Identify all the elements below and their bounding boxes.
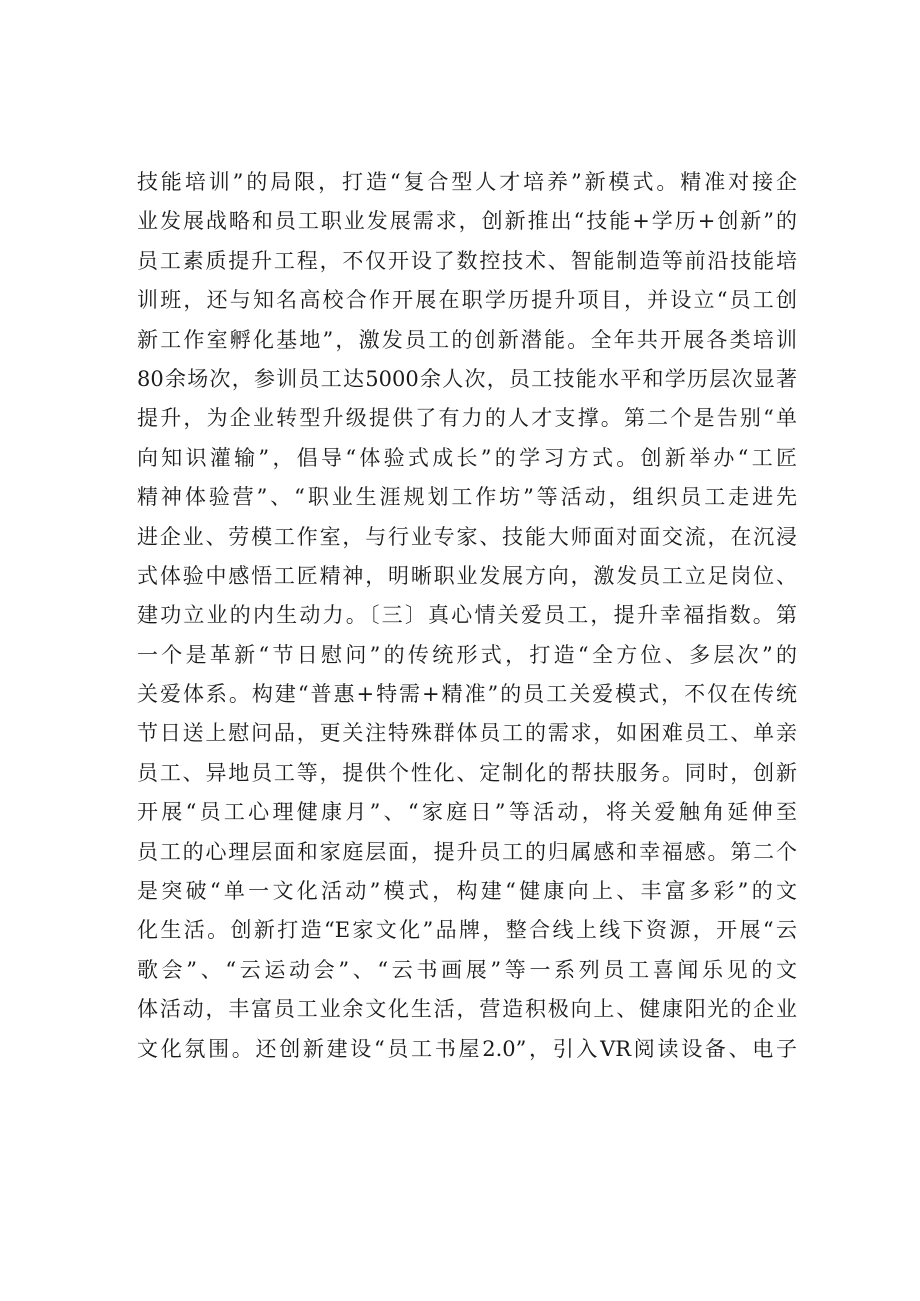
text-line-2: 业发展战略和员工职业发展需求，创新推出“技能+学历+创新”的 xyxy=(137,209,797,234)
text-line-23: 文化氛围。还创新建设“员工书屋2.0”，引入VR阅读设备、电子 xyxy=(137,1036,797,1061)
text-line-5: 新工作室孵化基地”，激发员工的创新潜能。全年共开展各类培训 xyxy=(137,327,797,352)
text-line-18: 员工的心理层面和家庭层面，提升员工的归属感和幸福感。第二个 xyxy=(137,839,797,864)
text-line-8: 向知识灌输”，倡导“体验式成长”的学习方式。创新举办“工匠 xyxy=(137,445,797,470)
text-line-3: 员工素质提升工程，不仅开设了数控技术、智能制造等前沿技能培 xyxy=(137,248,797,273)
text-line-19: 是突破“单一文化活动”模式，构建“健康向上、丰富多彩”的文 xyxy=(137,879,797,904)
text-line-14: 关爱体系。构建“普惠+特需+精准”的员工关爱模式，不仅在传统 xyxy=(137,682,797,707)
text-line-13: 一个是革新“节日慰问”的传统形式，打造“全方位、多层次”的 xyxy=(137,642,797,667)
text-line-9: 精神体验营”、“职业生涯规划工作坊”等活动，组织员工走进先 xyxy=(137,485,797,510)
body-text xyxy=(137,163,797,1069)
text-line-16: 员工、异地员工等，提供个性化、定制化的帮扶服务。同时，创新 xyxy=(137,760,797,785)
text-line-22: 体活动，丰富员工业余文化生活，营造积极向上、健康阳光的企业 xyxy=(137,997,797,1022)
text-line-21: 歌会”、“云运动会”、“云书画展”等一系列员工喜闻乐见的文 xyxy=(137,957,797,982)
text-line-6: 80余场次，参训员工达5000余人次，员工技能水平和学历层次显著 xyxy=(137,366,797,391)
text-line-10: 进企业、劳模工作室，与行业专家、技能大师面对面交流，在沉浸 xyxy=(137,524,797,549)
text-line-12: 建功立业的内生动力。〔三〕真心情关爱员工，提升幸福指数。第 xyxy=(137,603,797,628)
text-line-15: 节日送上慰问品，更关注特殊群体员工的需求，如困难员工、单亲 xyxy=(137,721,797,746)
text-line-17: 开展“员工心理健康月”、“家庭日”等活动，将关爱触角延伸至 xyxy=(137,800,797,825)
text-line-11: 式体验中感悟工匠精神，明晰职业发展方向，激发员工立足岗位、 xyxy=(137,563,797,588)
text-line-7: 提升，为企业转型升级提供了有力的人才支撑。第二个是告别“单 xyxy=(137,406,797,431)
text-line-1: 技能培训”的局限，打造“复合型人才培养”新模式。精准对接企 xyxy=(137,170,797,194)
text-line-20: 化生活。创新打造“E家文化”品牌，整合线上线下资源，开展“云 xyxy=(137,918,797,943)
text-line-4: 训班，还与知名高校合作开展在职学历提升项目，并设立“员工创 xyxy=(137,288,797,313)
